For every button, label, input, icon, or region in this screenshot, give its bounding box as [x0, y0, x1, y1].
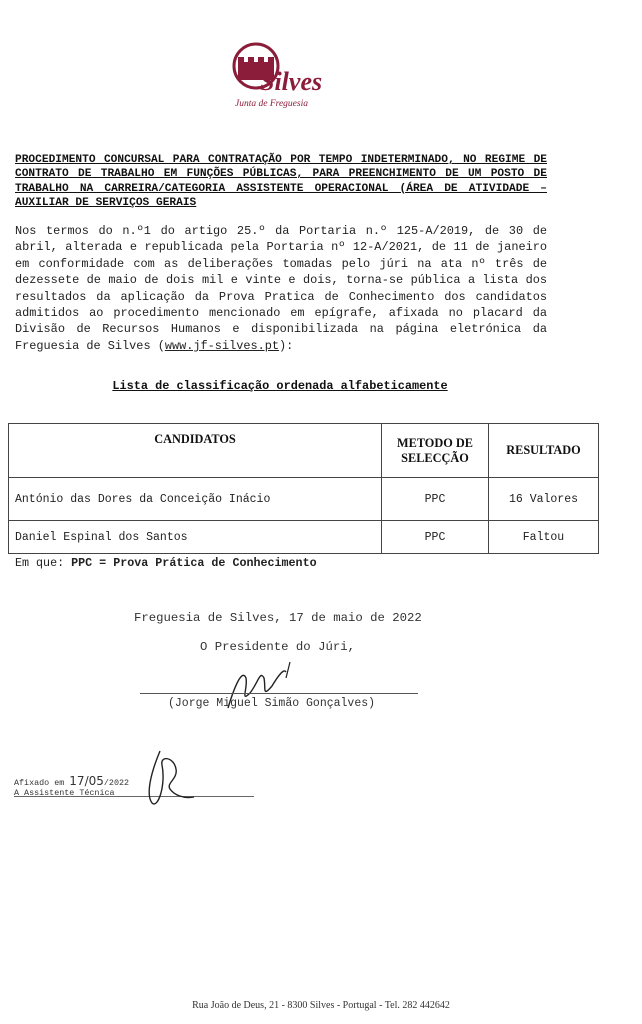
footer-address: Rua João de Deus, 21 - 8300 Silves - Portugal - Tel. 282 442642	[192, 1000, 450, 1011]
header-result: RESULTADO	[489, 424, 599, 478]
signature-line	[140, 693, 418, 694]
candidate-name: António das Dores da Conceição Inácio	[9, 478, 382, 521]
candidate-method: PPC	[382, 521, 489, 554]
posted-year: /2022	[103, 778, 130, 788]
table-row	[9, 478, 599, 521]
header-method: METODO DE SELECÇÃO	[382, 424, 489, 478]
posted-label: Afixado em	[14, 778, 65, 788]
table-row	[9, 521, 599, 554]
silves-logo	[220, 40, 330, 112]
castle-logo-icon	[220, 40, 330, 112]
posted-date: 17/05	[69, 774, 104, 788]
candidate-result: 16 Valores	[489, 478, 599, 521]
legend	[15, 556, 317, 570]
logo-subtitle: Junta de Freguesia	[235, 99, 308, 109]
website-link[interactable]: www.jf-silves.pt	[164, 338, 280, 353]
header-candidates: CANDIDATOS	[9, 424, 382, 478]
posted-signature-line	[14, 796, 254, 797]
logo-name: Silves	[260, 67, 323, 96]
posted-note	[14, 776, 129, 798]
table-header-row	[9, 424, 599, 478]
document-heading: PROCEDIMENTO CONCURSAL PARA CONTRATAÇÃO POR TEMPO INDETERMINADO, NO REGIME DE CONTRATO DE TRABALHO EM FUNÇÕES PÚBLICAS, PARA PREENCHIMENTO DE UM POSTO DE TRABALHO NA CARREIRA/CATEGORIA ASSISTENTE OPERACIONAL (ÁREA DE ATIVIDADE – AUXILIAR DE SERVIÇOS GERAIS	[15, 154, 547, 209]
candidate-method: PPC	[382, 478, 489, 521]
assistant-signature	[140, 745, 200, 811]
posted-role: A Assistente Técnica	[14, 788, 115, 798]
body-paragraph	[15, 223, 547, 354]
candidate-name: Daniel Espinal dos Santos	[9, 521, 382, 554]
paragraph-text: Nos termos do n.º1 do artigo 25.º da Portaria n.º 125-A/2019, de 30 de abril, alterada e republicada pela Portaria nº 12-A/2021, de 11 de janeiro em conformidade com as deliberações tomadas pelo júri na ata nº três de dezessete de maio de dois mil e vinte e dois, torna-se pública a lista dos resultados da aplicação da Prova Pratica de Conhecimento dos candidatos admitidos ao procedimento mencionado em epígrafe, afixada no placard da Divisão de Recursos Humanos e disponibilizada na página eletrónica da Freguesia de Silves (	[15, 224, 547, 353]
legend-text: PPC = Prova Prática de Conhecimento	[71, 556, 317, 570]
candidate-result: Faltou	[489, 521, 599, 554]
president-role: O Presidente do Júri,	[200, 640, 355, 654]
list-title: Lista de classificação ordenada alfabeticamente	[112, 379, 448, 393]
president-name: (Jorge Miguel Simão Gonçalves)	[168, 697, 376, 710]
paragraph-suffix: ):	[279, 338, 294, 353]
place-date: Freguesia de Silves, 17 de maio de 2022	[134, 611, 422, 625]
results-table	[8, 423, 599, 554]
legend-prefix: Em que:	[15, 556, 65, 570]
